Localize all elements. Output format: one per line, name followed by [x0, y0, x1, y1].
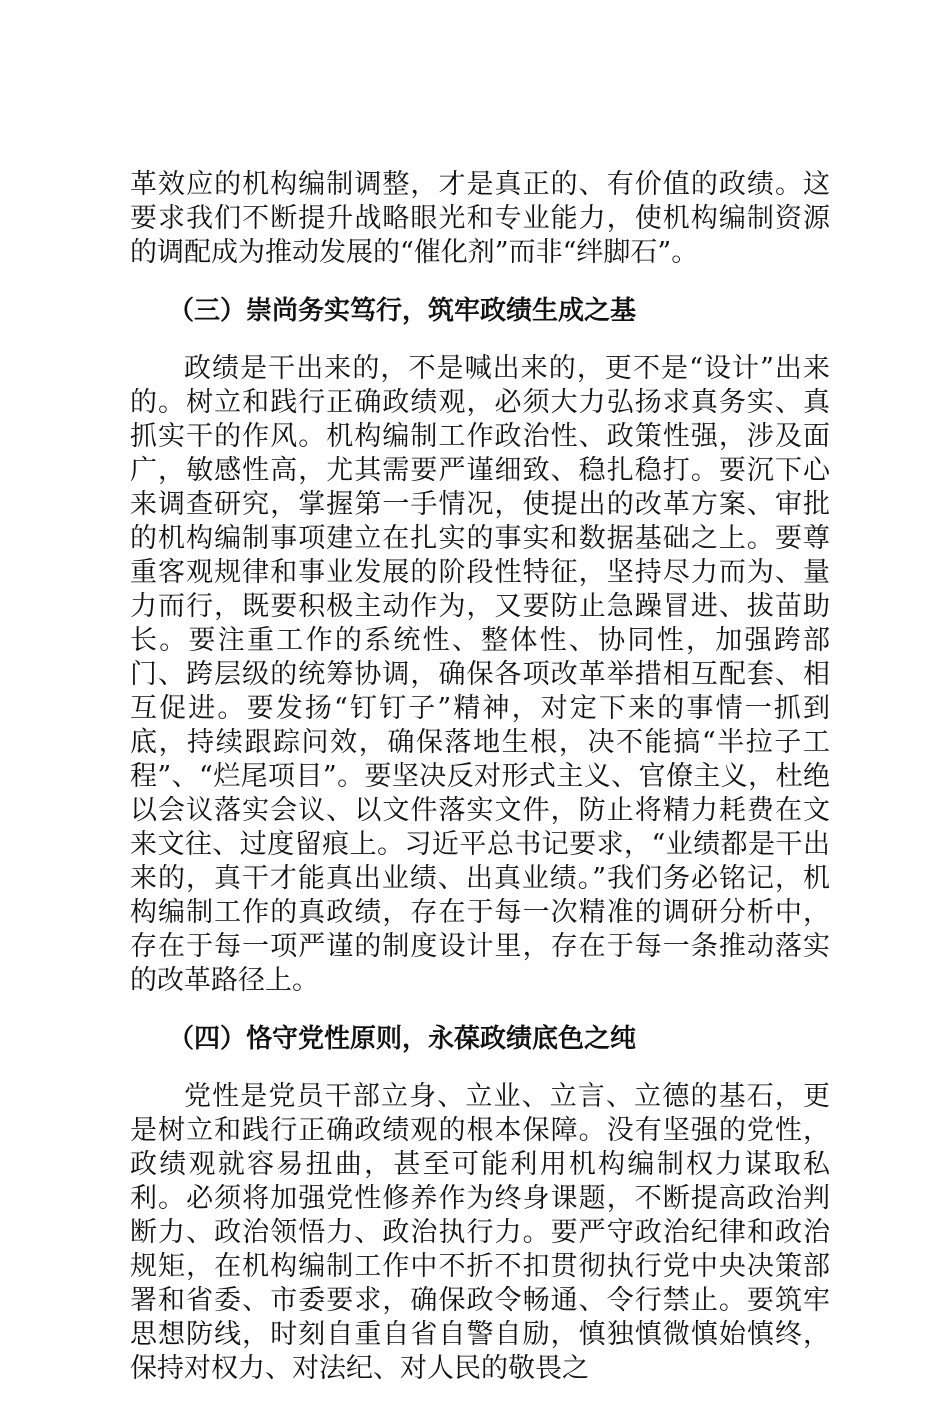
paragraph-section-4: 党性是党员干部立身、立业、立言、立德的基石，更是树立和践行正确政绩观的根本保障。没有坚强的党性，政绩观就容易扭曲，甚至可能利用机构编制权力谋取私利。必须将加强党性修养作为终身课题，不断提高政治判断力、政治领悟力、政治执行力。要严守政治纪律和政治规矩，在机构编制工作中不折不扣贯彻执行党中央决策部署和省委、市委要求，确保政令畅通、令行禁止。要筑牢思想防线，时刻自重自省自警自励，慎独慎微慎始慎终，保持对权力、对法纪、对人民的敬畏之: [130, 1081, 830, 1384]
paragraph-continuation: 革效应的机构编制调整，才是真正的、有价值的政绩。这要求我们不断提升战略眼光和专业能力，使机构编制资源的调配成为推动发展的“催化剂”而非“绊脚石”。: [130, 169, 830, 268]
section-heading-4: （四）恪守党性原则，永葆政绩底色之纯: [168, 1024, 637, 1054]
paragraph-section-3: 政绩是干出来的，不是喊出来的，更不是“设计”出来的。树立和践行正确政绩观，必须大力弘扬求真务实、真抓实干的作风。机构编制工作政治性、政策性强，涉及面广，敏感性高，尤其需要严谨细致、稳扎稳打。要沉下心来调查研究，掌握第一手情况，使提出的改革方案、审批的机构编制事项建立在扎实的事实和数据基础之上。要尊重客观规律和事业发展的阶段性特征，坚持尽力而为、量力而行，既要积极主动作为，又要防止急躁冒进、拔苗助长。要注重工作的系统性、整体性、协同性，加强跨部门、跨层级的统筹协调，确保各项改革举措相互配套、相互促进。要发扬“钉钉子”精神，对定下来的事情一抓到底，持续跟踪问效，确保落地生根，决不能搞“半拉子工程”、“烂尾项目”。要坚决反对形式主义、官僚主义，杜绝以会议落实会议、以文件落实文件，防止将精力耗费在文来文往、过度留痕上。习近平总书记要求，“业绩都是干出来的，真干才能真出业绩、出真业绩。”我们务必铭记，机构编制工作的真政绩，存在于每一次精准的调研分析中，存在于每一项严谨的制度设计里，存在于每一条推动落实的改革路径上。: [130, 353, 830, 996]
section-heading-3: （三）崇尚务实笃行，筑牢政绩生成之基: [168, 296, 637, 326]
document-body: [130, 168, 830, 1410]
